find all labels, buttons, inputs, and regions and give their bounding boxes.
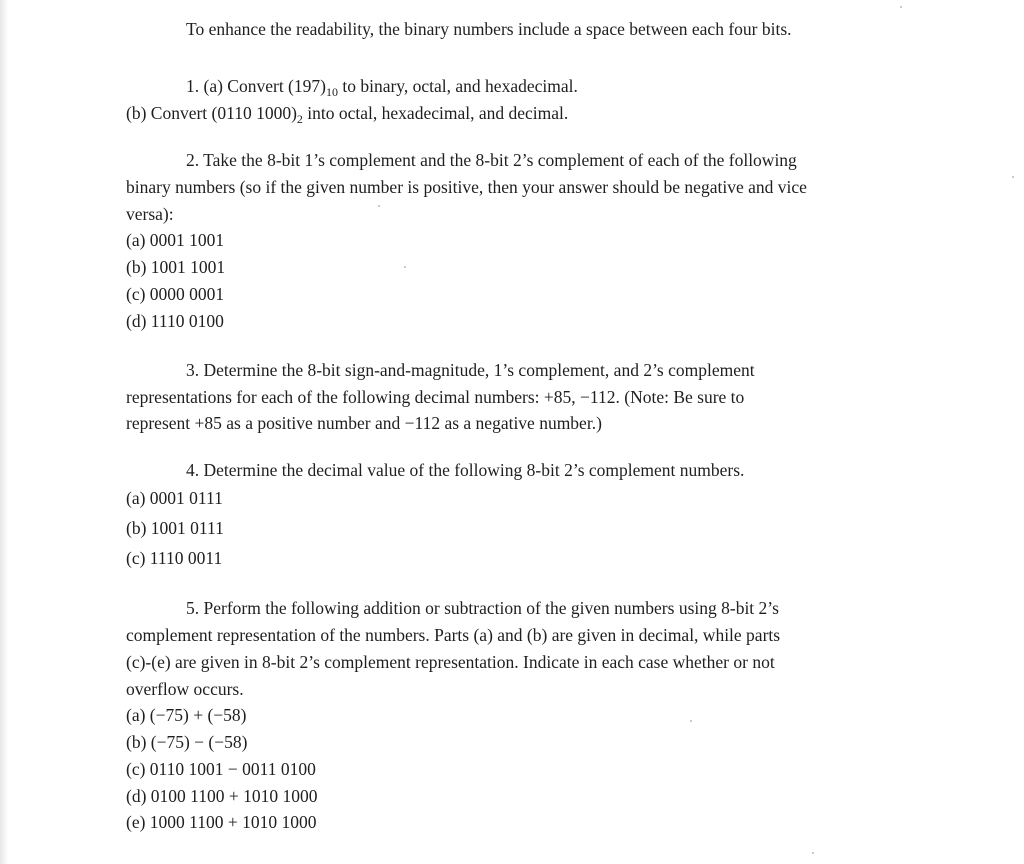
question-1a: 1. (a) Convert $(197)_{10}$ to binary, octal, and hexadecimal. [186, 76, 578, 99]
question-5-item-c: (c) 0110 1001 − 0011 0100 [126, 759, 316, 779]
scan-speck [378, 205, 380, 207]
question-1b: (b) Convert (0110 $1000)_2$ into octal, hexadecimal, and decimal. [126, 103, 569, 126]
question-2-item-b: (b) 1001 1001 [126, 257, 226, 277]
question-5-text-line: 5. Perform the following addition or subtraction of the given numbers using 8-bit 2’s [186, 598, 779, 618]
question-5-item-a: (a) (−75) + (−58) [126, 705, 247, 725]
question-3-text-line: representations for each of the following decimal numbers: +85, −112. (Note: Be sure to [126, 387, 745, 407]
intro-text: To enhance the readability, the binary numbers include a space between each four bits. [186, 19, 792, 39]
question-4-item-a: (a) 0001 0111 [126, 488, 223, 508]
scan-speck [1012, 176, 1014, 178]
question-5-item-d: (d) 0100 1100 + 1010 1000 [126, 786, 318, 806]
question-4-item-b: (b) 1001 0111 [126, 518, 224, 538]
question-2-item-d: (d) 1110 0100 [126, 311, 224, 331]
question-4-item-c: (c) 1110 0011 [126, 548, 223, 568]
question-2-item-c: (c) 0000 0001 [126, 284, 225, 304]
question-2-item-a: (a) 0001 1001 [126, 230, 225, 250]
question-2-text-line: versa): [126, 204, 174, 224]
question-5-text-line: (c)-(e) are given in 8-bit 2’s complement representation. Indicate in each case whether or not [126, 652, 775, 672]
scan-speck [812, 852, 814, 854]
question-3-text-line: represent +85 as a positive number and −112 as a negative number.) [126, 413, 602, 433]
question-3-text-line: 3. Determine the 8-bit sign-and-magnitude, 1’s complement, and 2’s complement [186, 360, 755, 380]
question-4-text-line: 4. Determine the decimal value of the following 8-bit 2’s complement numbers. [186, 460, 745, 480]
question-2-text-line: 2. Take the 8-bit 1’s complement and the 8-bit 2’s complement of each of the following [186, 150, 797, 170]
scan-speck [404, 266, 406, 268]
scan-speck [690, 720, 692, 722]
question-5-text-line: complement representation of the numbers. Parts (a) and (b) are given in decimal, while parts [126, 625, 781, 645]
question-5-item-e: (e) 1000 1100 + 1010 1000 [126, 812, 317, 832]
question-5-item-b: (b) (−75) − (−58) [126, 732, 248, 752]
scan-speck [900, 6, 902, 8]
question-5-text-line: overflow occurs. [126, 679, 244, 699]
question-2-text-line: binary numbers (so if the given number is positive, then your answer should be negative and vice [126, 177, 807, 197]
